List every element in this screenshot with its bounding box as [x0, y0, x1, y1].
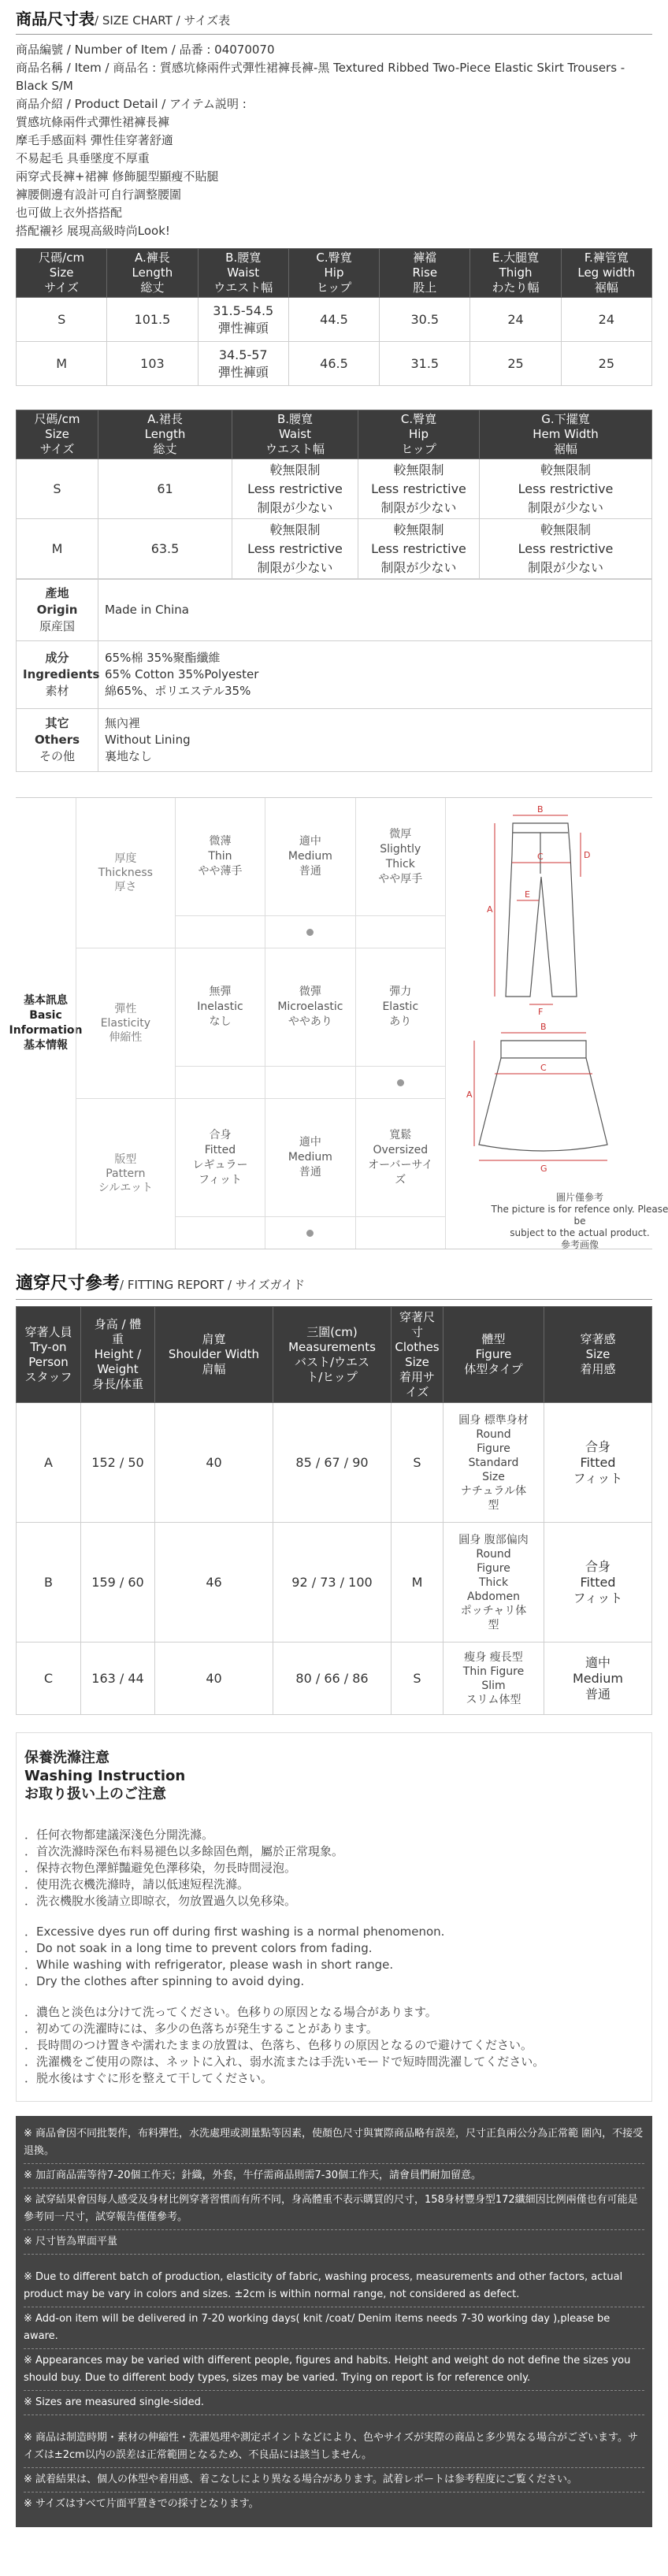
skirt-size-table — [16, 410, 652, 579]
basic-information — [9, 797, 668, 1250]
table-row: M 103 34.5-57 彈性褲頭 46.5 31.5 25 25 — [17, 342, 652, 386]
material-table — [16, 579, 652, 772]
table-header: A.裙長 Length 総丈 — [98, 410, 232, 459]
table-header: 尺碼/cm Size サイズ — [17, 410, 98, 459]
thickness-row: 厚度 Thickness 厚さ 微薄 Thin やや薄手 適中 Medium 普通 微厚 Slightly Thick やや厚手 — [76, 798, 446, 948]
washing-instruction: 保養洗滌注意 Washing Instruction お取り扱い上のご注意 ．任何衣物都建議深淺色分開洗滌。 ．首次洗滌時深色布料易褪色以多餘固色劑，屬於正常現象。 ．保持衣物色澤鮮豔避免色澤移染，勿長時間浸泡。 ．使用洗衣機洗滌時，請以低速短程洗滌。 ．洗衣機脫水後請立即晾衣，勿放置過久以免移染。 ．Excessive dyes run off during first washing is a normal phenomenon. ．Do not soak in a long time to prevent colors from fading. ．While washing with refrigerator, please wash in short range. ．Dry the clothes after spinning to avoid dying. ．濃色と淡色は分けて洗ってください。色移りの原因となる場合があります。 ．初めての洗濯時には、多少の色落ちが発生することがあります。 ．長時間のつけ置きや濡れたままの放置は、色落ち、色移りの原因となるので避けてください。 ．洗濯機をご使用の際は、ネットに入れ、弱水流または手洗いモードで短時間洗濯してください。 ．脱水後はすぐに形を整えて干してください。 — [16, 1732, 652, 2102]
table-header: C.臀寬 Hip ヒップ — [288, 249, 379, 298]
table-header: E.大腿寬 Thigh わたり幅 — [470, 249, 561, 298]
skirt-illustration — [479, 1041, 607, 1151]
fitting-report-title: 適穿尺寸參考/ FITTING REPORT / サイズガイド — [16, 1270, 652, 1300]
svg-text:A: A — [487, 904, 493, 915]
table-header: B.腰寬 Waist ウエスト幅 — [232, 410, 358, 459]
notes-panel: ※ 商品會因不同批製作，布料彈性，水洗處理或測量點等因素，使顏色尺寸與實際商品略有誤差，尺寸正負兩公分為正常範 圍內，不接受退換。 ※ 加訂商品需等待7-20個工作天；針織，外套，牛仔需商品則需7-30個工作天，請會員們耐加留意。 ※ 試穿結果會因每人感受及身材比例穿著習慣而有所不同，身高體重不表示購買的尺寸，158身材豐身型172纖細因比例兩僅也有可能是參考同一尺寸，試穿報告僅僅參考。 ※ 尺寸皆為單面平量 ※ Due to different batch of production, elasticity of fabric, washing process, measurements and other factors, actual product may be vary in colors and sizes. ±2cm is within normal range, not considered as defect. ※ Add-on item will be delivered in 7-20 working days( knit /coat/ Denim items needs 7-30 working day ),please be aware. ※ Appearances may be varied with different people, figures and habits. Height and weight do not define the sizes you should buy. Due to different body types, sizes may be varied. Trying on report is for reference only. ※ Sizes are measured single-sided. ※ 商品は制造時期・素材の伸縮性・洗濯処理や測定ポイントなどにより、色やサイズが実際の商品と多少異なる場合がございます。サイズは±2cm以内の誤差は正常範囲となるため、不良品には該当しません。 ※ 試着結果は、個人の体型や着用感、着こなしにより異なる場合があります。試着レポートは参考程度にご覧ください。 ※ サイズはすべて片面平置きでの採寸となります。 — [16, 2116, 652, 2527]
table-header: 肩寬 Shoulder Width 肩幅 — [155, 1307, 273, 1403]
fitting-table — [16, 1306, 652, 1715]
table-row: A 152 / 50 40 85 / 67 / 90 S 圓身 標準身材 Round Figure Standard Size ナチュラル体 型 合身 Fitted フィット — [17, 1403, 652, 1523]
svg-text:B: B — [537, 804, 544, 815]
table-header: 穿著尺 寸 Clothes Size 着用サ イズ — [392, 1307, 443, 1403]
svg-text:B: B — [540, 1022, 547, 1032]
table-header: A.褲長 Length 総丈 — [107, 249, 198, 298]
table-header: 尺碼/cm Size サイズ — [17, 249, 107, 298]
svg-text:F: F — [538, 1007, 544, 1017]
table-header: C.臀寬 Hip ヒップ — [358, 410, 480, 459]
selected-dot — [397, 1079, 404, 1086]
elasticity-row: 彈性 Elasticity 伸縮性 無彈 Inelastic なし 微彈 Microelastic ややあり 彈力 Elastic あり — [76, 948, 446, 1099]
selected-dot — [306, 929, 314, 936]
measurement-diagram — [446, 798, 668, 1250]
table-row: S 61 較無限制 Less restrictive 制限が少ない 較無限制 Less restrictive 制限が少ない 較無限制 Less restrictive 制限が少ない — [17, 459, 652, 519]
basic-info-label: 基本訊息 Basic Information 基本情報 — [9, 994, 83, 1052]
svg-text:C: C — [537, 852, 544, 862]
table-header: 身高 / 體 重 Height / Weight 身長/体重 — [81, 1307, 155, 1403]
diagram-note: 圖片僅參考 The picture is for refence only. Please be subject to the actual product. 參考画像 — [491, 1192, 668, 1250]
product-info: 商品編號 / Number of Item / 品番 : 04070070 商品名稱 / Item / 商品名 : 質感坑條兩件式彈性裙褲長褲-黑 Textured Ribbed Two-Piece Elastic Skirt Trousers - Black S/M 商品介紹 / Product Detail / アイテム説明 : 質感坑條兩件式彈性裙褲長褲 摩毛手感面料 彈性佳穿著舒適 不易起毛 具垂墜度不厚重 兩穿式長褲+裙褲 修飾腿型顯瘦不貼腿 褲腰側邊有設計可自行調整腰圍 也可做上衣外搭搭配 搭配襯衫 展現高級時尚Look! — [16, 43, 625, 238]
origin-row: 產地 Origin 原産国 Made in China — [17, 580, 652, 641]
svg-text:E: E — [525, 889, 530, 900]
pants-illustration — [506, 823, 577, 997]
svg-text:A: A — [466, 1089, 473, 1100]
pants-size-table — [16, 248, 652, 386]
svg-text:C: C — [540, 1063, 547, 1073]
pattern-row: 版型 Pattern シルエット 合身 Fitted レギュラー フィット 適中 Medium 普通 寬鬆 Oversized オーバーサイ ズ — [76, 1099, 446, 1249]
table-header: 穿著人員 Try-on Person スタッフ — [17, 1307, 81, 1403]
table-header: 褲襠 Rise 股上 — [380, 249, 470, 298]
ingredients-row: 成分 Ingredients 素材 65%棉 35%聚酯纖維 65% Cotton 35%Polyester 綿65%、ポリエステル35% — [17, 641, 652, 709]
table-header: B.腰寬 Waist ウエスト幅 — [198, 249, 288, 298]
table-row: S 101.5 31.5-54.5 彈性褲頭 44.5 30.5 24 24 — [17, 298, 652, 342]
table-header: F.褲管寬 Leg width 裾幅 — [561, 249, 651, 298]
table-header: 體型 Figure 体型タイプ — [443, 1307, 544, 1403]
table-header: G.下擺寬 Hem Width 裾幅 — [480, 410, 652, 459]
table-row: M 63.5 較無限制 Less restrictive 制限が少ない 較無限制 Less restrictive 制限が少ない 較無限制 Less restrictive 制限が少ない — [17, 519, 652, 579]
svg-text:D: D — [584, 850, 591, 860]
table-row: B 159 / 60 46 92 / 73 / 100 M 圓身 腹部偏肉 Round Figure Thick Abdomen ポッチャリ体 型 合身 Fitted フィット — [17, 1523, 652, 1642]
svg-text:G: G — [540, 1164, 547, 1174]
washing-list: ．任何衣物都建議深淺色分開洗滌。 ．首次洗滌時深色布料易褪色以多餘固色劑，屬於正常現象。 ．保持衣物色澤鮮豔避免色澤移染，勿長時間浸泡。 ．使用洗衣機洗滌時，請以低速短程洗滌。 ．洗衣機脫水後請立即晾衣，勿放置過久以免移染。 ．Excessive dyes run off during first washing is a normal phenomenon. ．Do not soak in a long time to prevent colors from fading. ．While washing with refrigerator, please wash in short range. ．Dry the clothes after spinning to avoid dying. ．濃色と淡色は分けて洗ってください。色移りの原因となる場合があります。 ．初めての洗濯時には、多少の色落ちが発生することがあります。 ．長時間のつけ置きや濡れたままの放置は、色落ち、色移りの原因となるので避けてください。 ．洗濯機をご使用の際は、ネットに入れ、弱水流または手洗いモードで短時間洗濯してください。 ．脱水後はすぐに形を整えて干してください。 — [24, 1828, 545, 2085]
attribute-grid — [76, 798, 446, 1249]
others-row: 其它 Others その他 無內裡 Without Lining 裏地なし — [17, 709, 652, 772]
table-row: C 163 / 44 40 80 / 66 / 86 S 瘦身 瘦長型 Thin Figure Slim スリム体型 適中 Medium 普通 — [17, 1642, 652, 1715]
table-header: 穿著感 Size 着用感 — [544, 1307, 652, 1403]
table-header: 三圍(cm) Measurements バスト/ウエス ト/ヒップ — [273, 1307, 392, 1403]
size-chart-title: 商品尺寸表/ SIZE CHART / サイズ表 — [16, 0, 652, 35]
selected-dot — [306, 1230, 314, 1237]
